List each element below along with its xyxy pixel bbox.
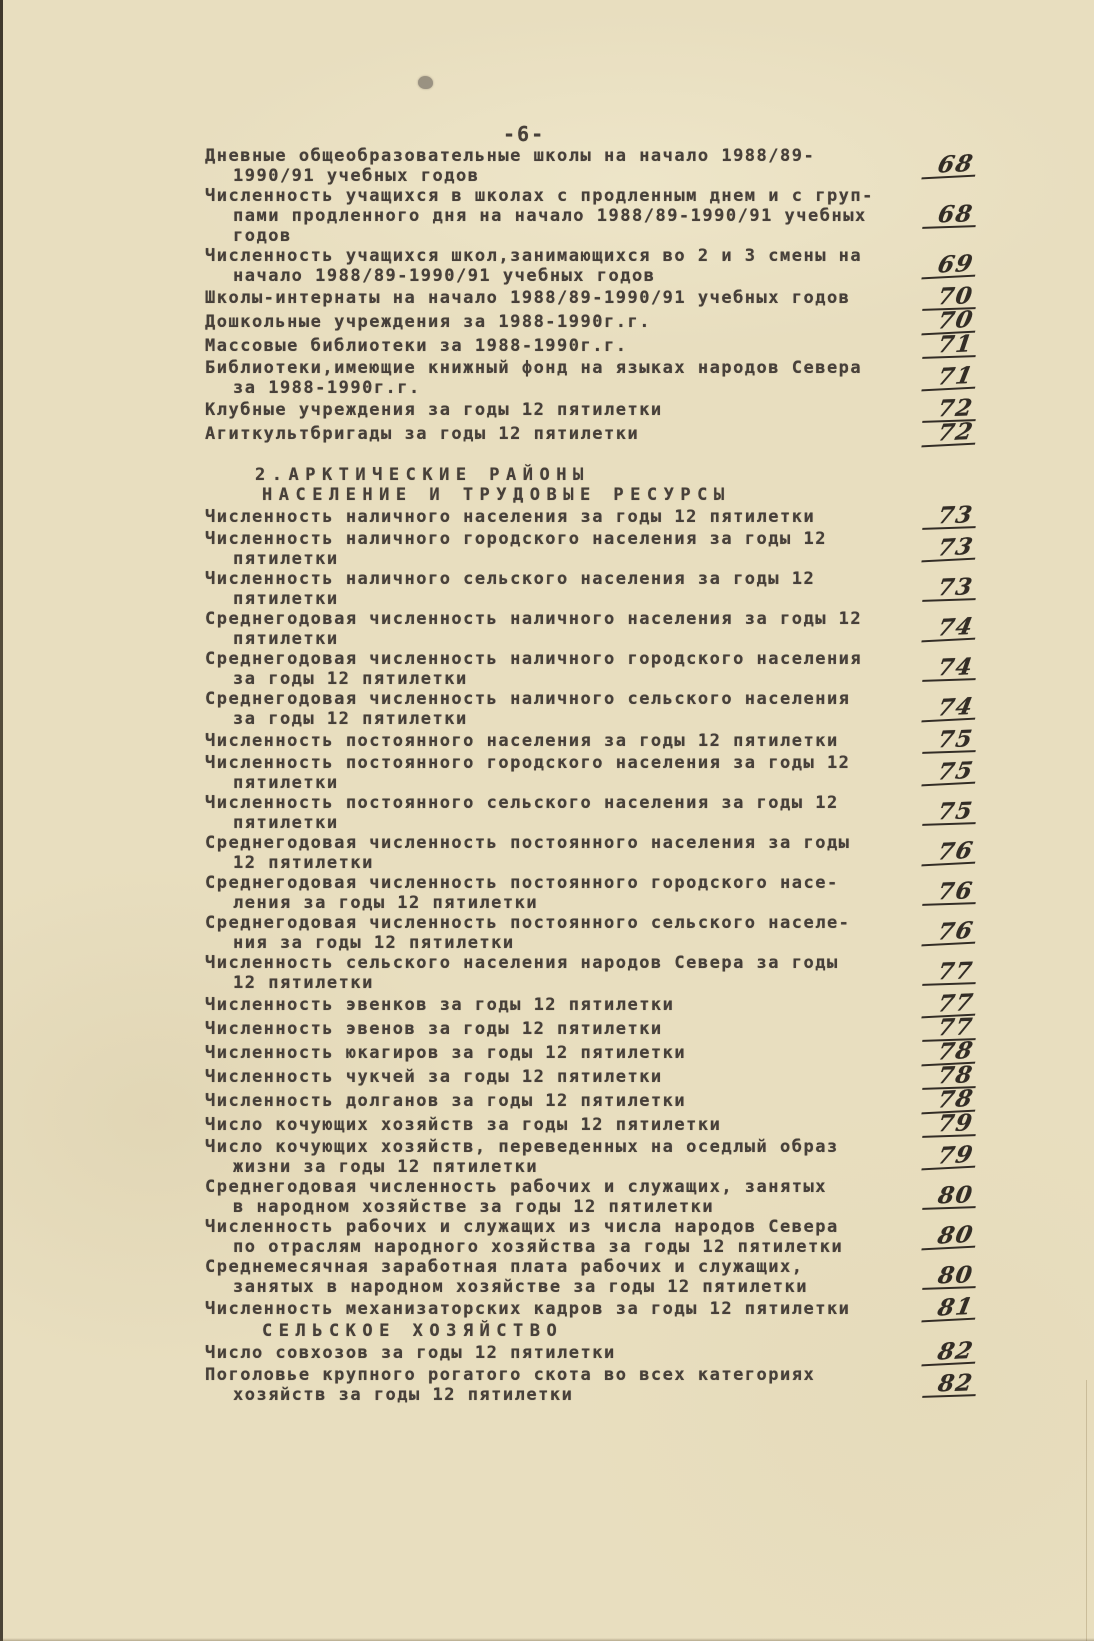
toc-entry [205, 753, 977, 793]
toc-entry-line: Среднегодовая численность наличного сельского населения [205, 689, 851, 709]
page-number: 78 [922, 1064, 979, 1090]
page-number: 80 [922, 1264, 979, 1290]
toc-entry-line: Агиткультбригады за годы 12 пятилетки [205, 424, 640, 444]
toc-entry-line: 1990/91 учебных годов [233, 166, 480, 186]
page-edge-left [0, 0, 3, 1641]
toc-entry-text [205, 873, 889, 913]
page-number: 79 [921, 1144, 979, 1171]
page-number: 75 [921, 760, 979, 787]
toc-entry-line: Число кочующих хозяйств, переведенных на оседлый образ [205, 1137, 839, 1157]
page-number-cell [889, 1261, 977, 1290]
toc-entry [205, 282, 977, 311]
toc-entry-line: Численность механизаторских кадров за годы 12 пятилетки [205, 1299, 851, 1319]
toc-entry-text [205, 1137, 889, 1177]
page-number-cell [889, 1140, 977, 1170]
section-heading: НАСЕЛЕНИЕ И ТРУДОВЫЕ РЕСУРСЫ [262, 485, 731, 505]
page-number-cell [889, 330, 977, 359]
page-number-cell [889, 1336, 977, 1366]
page-number-cell [889, 149, 977, 179]
toc-entry-text [205, 507, 889, 527]
toc-entry-text [205, 336, 889, 356]
page-number: 70 [922, 285, 979, 311]
toc-entry-line: Школы-интернаты на начало 1988/89-1990/91 учебных годов [205, 288, 851, 308]
toc-entry-line: Численность наличного населения за годы 12 пятилетки [205, 507, 816, 527]
page-number: 80 [921, 1224, 979, 1251]
toc-entry-text [205, 1343, 889, 1363]
toc-entry-line: жизни за годы 12 пятилетки [233, 1157, 539, 1177]
toc-entry-text [205, 1365, 889, 1405]
toc-entry-line: начало 1988/89-1990/91 учебных годов [233, 266, 656, 286]
page-number-cell [889, 1181, 977, 1210]
toc-entry-line: Численность эвенков за годы 12 пятилетки [205, 995, 675, 1015]
page-number-cell [889, 692, 977, 722]
page-number: 72 [921, 421, 979, 448]
page-number-cell [889, 653, 977, 682]
page-number-cell [889, 200, 977, 229]
toc-entry-text [205, 424, 889, 444]
page-number: 82 [921, 1340, 979, 1367]
toc-entry-line: хозяйств за годы 12 пятилетки [233, 1385, 574, 1405]
page-number: 74 [921, 616, 979, 643]
toc-entry [205, 1177, 977, 1217]
toc-entry [205, 873, 977, 913]
toc-entry-line: Численность чукчей за годы 12 пятилетки [205, 1067, 663, 1087]
toc-entry-text [205, 995, 889, 1015]
toc-entry-line: Число совхозов за годы 12 пятилетки [205, 1343, 616, 1363]
page-number: 69 [921, 253, 979, 280]
toc-entry-line: Среднегодовая численность наличного населения за годы 12 [205, 609, 863, 629]
toc-entry-text [205, 649, 889, 689]
toc-entry-line: Численность юкагиров за годы 12 пятилетки [205, 1043, 687, 1063]
toc-entry-text [205, 913, 889, 953]
page-number-header: -6- [503, 122, 546, 146]
toc-entry-text [205, 753, 889, 793]
page-number: 74 [921, 696, 979, 723]
toc-entry [205, 689, 977, 729]
toc-entry-line: пятилетки [233, 629, 339, 649]
page-number-cell [889, 573, 977, 602]
toc-entry [205, 246, 977, 286]
toc-entry-line: Среднегодовая численность постоянного сельского населе- [205, 913, 851, 933]
toc-entry-text [205, 146, 889, 186]
page-number: 71 [921, 365, 979, 392]
page-number: 81 [921, 1296, 979, 1323]
page-number-cell [889, 1220, 977, 1250]
toc-entry [205, 793, 977, 833]
toc-entry [205, 1257, 977, 1297]
page-number: 77 [922, 1016, 979, 1042]
toc-entry-text [205, 731, 889, 751]
toc-entry-line: в народном хозяйстве за годы 12 пятилетки [233, 1197, 715, 1217]
toc-entry [205, 1013, 977, 1042]
page-number: 75 [922, 728, 979, 754]
toc-entry-text [205, 186, 889, 246]
page-number: 82 [922, 1372, 979, 1398]
toc-entry [205, 417, 977, 447]
section-heading: СЕЛЬСКОЕ ХОЗЯЙСТВО [262, 1321, 564, 1341]
toc-entry-line: Численность долганов за годы 12 пятилетки [205, 1091, 687, 1111]
toc-entry-text [205, 1067, 889, 1087]
toc-entry-line: пятилетки [233, 589, 339, 609]
toc-entry-text [205, 400, 889, 420]
page-number: 68 [922, 203, 979, 229]
toc-entry-line: занятых в народном хозяйстве за годы 12 пятилетки [233, 1277, 809, 1297]
toc-entry [205, 1061, 977, 1090]
toc-entry [205, 1292, 977, 1322]
toc-entry-text [205, 1091, 889, 1111]
toc-list [205, 146, 977, 1405]
page-number-cell [889, 1292, 977, 1322]
toc-entry-text [205, 288, 889, 308]
toc-entry [205, 725, 977, 754]
page-number: 73 [922, 504, 979, 530]
toc-entry-line: Численность постоянного населения за годы 12 пятилетки [205, 731, 839, 751]
toc-entry-line: Численность рабочих и служащих из числа народов Севера [205, 1217, 839, 1237]
page-number: 72 [922, 397, 979, 423]
toc-entry-line: годов [233, 226, 292, 246]
toc-entry [205, 649, 977, 689]
toc-entry-line: Численность постоянного сельского населения за годы 12 [205, 793, 839, 813]
toc-entry [205, 833, 977, 873]
toc-entry-line: за годы 12 пятилетки [233, 669, 468, 689]
toc-entry-line: Среднегодовая численность наличного городского населения [205, 649, 863, 669]
page-number-cell [889, 797, 977, 826]
page-number: 73 [922, 576, 979, 602]
page-number-cell [889, 877, 977, 906]
page-number: 70 [921, 309, 979, 336]
toc-entry-line: ния за годы 12 пятилетки [233, 933, 515, 953]
toc-entry-text [205, 1257, 889, 1297]
toc-entry-line: Численность учащихся в школах с продленным днем и с груп- [205, 186, 874, 206]
toc-entry [205, 953, 977, 993]
page-number: 78 [921, 1088, 979, 1115]
toc-entry-line: Среднемесячная заработная плата рабочих и служащих, [205, 1257, 804, 1277]
page-number-cell [889, 501, 977, 530]
page-number: 77 [921, 992, 979, 1019]
toc-entry-text [205, 529, 889, 569]
toc-entry-line: Массовые библиотеки за 1988-1990г.г. [205, 336, 628, 356]
toc-entry [205, 609, 977, 649]
toc-entry-line: Дошкольные учреждения за 1988-1990г.г. [205, 312, 651, 332]
toc-entry [205, 394, 977, 423]
page-number: 68 [921, 153, 979, 180]
page-number-cell [889, 1109, 977, 1138]
section-heading: 2.АРКТИЧЕСКИЕ РАЙОНЫ [255, 465, 590, 485]
toc-entry [205, 569, 977, 609]
page-number-cell [889, 417, 977, 447]
toc-entry-text [205, 1115, 889, 1135]
toc-entry-line: Клубные учреждения за годы 12 пятилетки [205, 400, 663, 420]
toc-entry-line: 12 пятилетки [233, 973, 374, 993]
toc-entry-text [205, 953, 889, 993]
toc-entry [205, 1109, 977, 1138]
page-number-cell [889, 532, 977, 562]
toc-entry-text [205, 1019, 889, 1039]
page-number-cell [889, 916, 977, 946]
toc-entry-line: пами продленного дня на начало 1988/89-1990/91 учебных [233, 206, 867, 226]
toc-entry-line: Число кочующих хозяйств за годы 12 пятилетки [205, 1115, 722, 1135]
toc-entry-text [205, 246, 889, 286]
toc-entry-line: Среднегодовая численность рабочих и служащих, занятых [205, 1177, 827, 1197]
page-number-cell [889, 756, 977, 786]
toc-entry-line: Численность наличного городского населения за годы 12 [205, 529, 827, 549]
toc-entry-text [205, 358, 889, 398]
toc-entry-line: Поголовье крупного рогатого скота во всех категориях [205, 1365, 816, 1385]
toc-entry-line: Дневные общеобразовательные школы на начало 1988/89- [205, 146, 816, 166]
toc-entry-line: 12 пятилетки [233, 853, 374, 873]
toc-entry-line: Численность учащихся школ,занимающихся во 2 и 3 смены на [205, 246, 863, 266]
toc-entry [205, 305, 977, 335]
toc-entry-line: по отраслям народного хозяйства за годы 12 пятилетки [233, 1237, 844, 1257]
toc-entry-line: ления за годы 12 пятилетки [233, 893, 539, 913]
page-number: 71 [922, 333, 979, 359]
toc-entry [205, 330, 977, 359]
ink-smudge [418, 76, 433, 89]
toc-entry-line: Численность постоянного городского населения за годы 12 [205, 753, 851, 773]
toc-entry-text [205, 833, 889, 873]
toc-entry-line: Численность сельского населения народов Севера за годы [205, 953, 839, 973]
toc-entry [205, 501, 977, 530]
toc-entry [205, 358, 977, 398]
toc-entry [205, 186, 977, 246]
toc-entry [205, 988, 977, 1018]
page-number-cell [889, 361, 977, 391]
toc-entry [205, 146, 977, 186]
page-number: 78 [921, 1040, 979, 1067]
toc-entry-text [205, 689, 889, 729]
toc-entry [205, 1137, 977, 1177]
page-number-cell [889, 836, 977, 866]
toc-entry-text [205, 1217, 889, 1257]
toc-entry-line: пятилетки [233, 773, 339, 793]
page-number: 75 [922, 800, 979, 826]
toc-entry [205, 1084, 977, 1114]
page-number: 76 [922, 880, 979, 906]
page-number-cell [889, 1369, 977, 1398]
page-number-cell [889, 249, 977, 279]
page-number: 73 [921, 536, 979, 563]
toc-entry-line: пятилетки [233, 813, 339, 833]
page-number-cell [889, 957, 977, 986]
toc-entry-line: Среднегодовая численность постоянного населения за годы [205, 833, 851, 853]
toc-entry [205, 1217, 977, 1257]
toc-entry [205, 913, 977, 953]
toc-entry-text [205, 569, 889, 609]
toc-entry [205, 529, 977, 569]
page-number: 77 [922, 960, 979, 986]
toc-entry-text [205, 793, 889, 833]
toc-entry-text [205, 1043, 889, 1063]
toc-entry-line: Библиотеки,имеющие книжный фонд на языках народов Севера [205, 358, 863, 378]
page-number-cell [889, 725, 977, 754]
page-number: 80 [922, 1184, 979, 1210]
page-number: 74 [922, 656, 979, 682]
toc-entry-line: пятилетки [233, 549, 339, 569]
toc-entry-text [205, 312, 889, 332]
page-number: 79 [922, 1112, 979, 1138]
toc-entry-text [205, 1177, 889, 1217]
toc-entry-text [205, 609, 889, 649]
page-number-cell [889, 612, 977, 642]
toc-entry-line: Среднегодовая численность постоянного городского насе- [205, 873, 839, 893]
page-number: 76 [921, 840, 979, 867]
toc-entry [205, 1036, 977, 1066]
paper-crease [1086, 1380, 1087, 1641]
toc-entry [205, 1365, 977, 1405]
page-number: 76 [921, 920, 979, 947]
toc-entry-line: Численность наличного сельского населения за годы 12 [205, 569, 816, 589]
toc-entry-line: за годы 12 пятилетки [233, 709, 468, 729]
toc-entry-text [205, 1299, 889, 1319]
toc-entry-line: за 1988-1990г.г. [233, 378, 421, 398]
toc-entry [205, 1336, 977, 1366]
toc-entry-line: Численность эвенов за годы 12 пятилетки [205, 1019, 663, 1039]
